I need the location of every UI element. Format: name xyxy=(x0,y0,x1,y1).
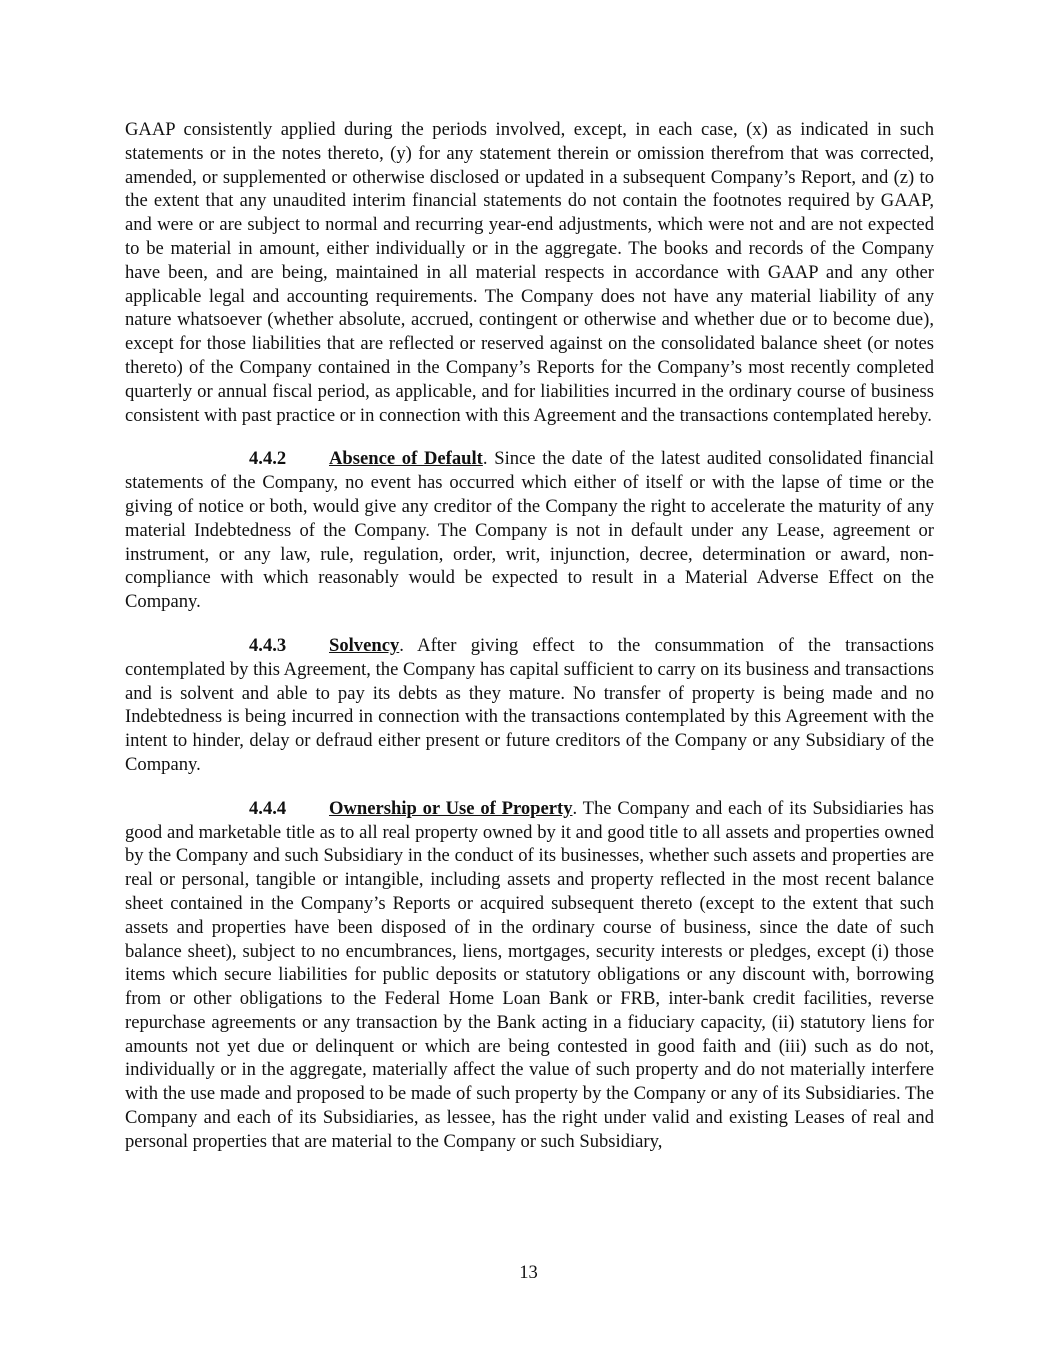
section-number: 4.4.4 xyxy=(249,797,287,819)
section-heading: Solvency xyxy=(329,634,400,656)
paragraph-continuation: GAAP consistently applied during the periods involved, except, in each case, (x) as indicated in such statements or in the notes thereto, (y) for any statement therein or omission therefrom that was corrected, amended, or supplemented or otherwise disclosed or updated in a subsequent Company’s Report, and (z) to the extent that any unaudited interim financial statements do not contain the footnotes required by GAAP, and were or are subject to normal and recurring year-end adjustments, which were not and are not expected to be material in amount, either individually or in the aggregate. The books and records of the Company have been, and are being, maintained in all material respects in accordance with GAAP and any other applicable legal and accounting requirements. The Company does not have any material liability of any nature whatsoever (whether absolute, accrued, contingent or otherwise and whether due or to become due), except for those liabilities that are reflected or reserved against on the consolidated balance sheet (or notes thereto) of the Company contained in the Company’s Reports for the Company’s most recently completed quarterly or annual fiscal period, as applicable, and for liabilities incurred in the ordinary course of business consistent with past practice or in connection with this Agreement and the transactions contemplated hereby. xyxy=(125,119,934,426)
section-number: 4.4.2 xyxy=(249,448,287,470)
section-number: 4.4.3 xyxy=(249,634,287,656)
section-heading: Ownership or Use of Property xyxy=(329,797,573,819)
section-4-4-2 xyxy=(125,447,934,614)
section-body: . Since the date of the latest audited consolidated financial statements of the Company, no event has occurred which either of itself or with the lapse of time or the giving of notice or both, would give any creditor of the Company the right to accelerate the maturity of any material Indebtedness of the Company. The Company is not in default under any Lease, agreement or instrument, or any law, rule, regulation, order, writ, injunction, decree, determination or award, non-compliance with which reasonably would be expected to result in a Material Adverse Effect on the Company. xyxy=(125,448,935,613)
document-page xyxy=(125,118,934,1154)
section-heading: Absence of Default xyxy=(329,448,483,470)
section-body: . The Company and each of its Subsidiaries has good and marketable title as to all real property owned by it and good title to all assets and properties owned by the Company and such Subsidiary in the conduct of its businesses, whether such assets and properties are real or personal, tangible or intangible, including assets and property reflected in the most recent balance sheet contained in the Company’s Reports or acquired subsequent thereto (except to the extent that such assets and properties have been disposed of in the ordinary course of business, since the date of such balance sheet), subject to no encumbrances, liens, mortgages, security interests or pledges, except (i) those items which secure liabilities for public deposits or statutory obligations or any discount with, borrowing from or other obligations to the Federal Home Loan Bank or FRB, inter-bank credit facilities, reverse repurchase agreements or any transaction by the Bank acting in a fiduciary capacity, (ii) statutory liens for amounts not yet due or delinquent or which are being contested in good faith and (iii) such as do not, individually or in the aggregate, materially affect the value of such property and do not materially interfere with the use made and proposed to be made of such property by the Company or any of its Subsidiaries. The Company and each of its Subsidiaries, as lessee, has the right under valid and existing Leases of real and personal properties that are material to the Company or such Subsidiary, xyxy=(125,797,934,1152)
section-4-4-3 xyxy=(125,634,934,777)
section-4-4-4 xyxy=(125,797,934,1154)
page-number: 13 xyxy=(519,1262,538,1283)
section-body: . After giving effect to the consummation of the transactions contemplated by this Agreement, the Company has capital sufficient to carry on its business and transactions and is solvent and able to pay its debts as they mature. No transfer of property is being made and no Indebtedness is being incurred in connection with the transactions contemplated by this Agreement with the intent to hinder, delay or defraud either present or future creditors of the Company or any Subsidiary of the Company. xyxy=(125,634,934,775)
